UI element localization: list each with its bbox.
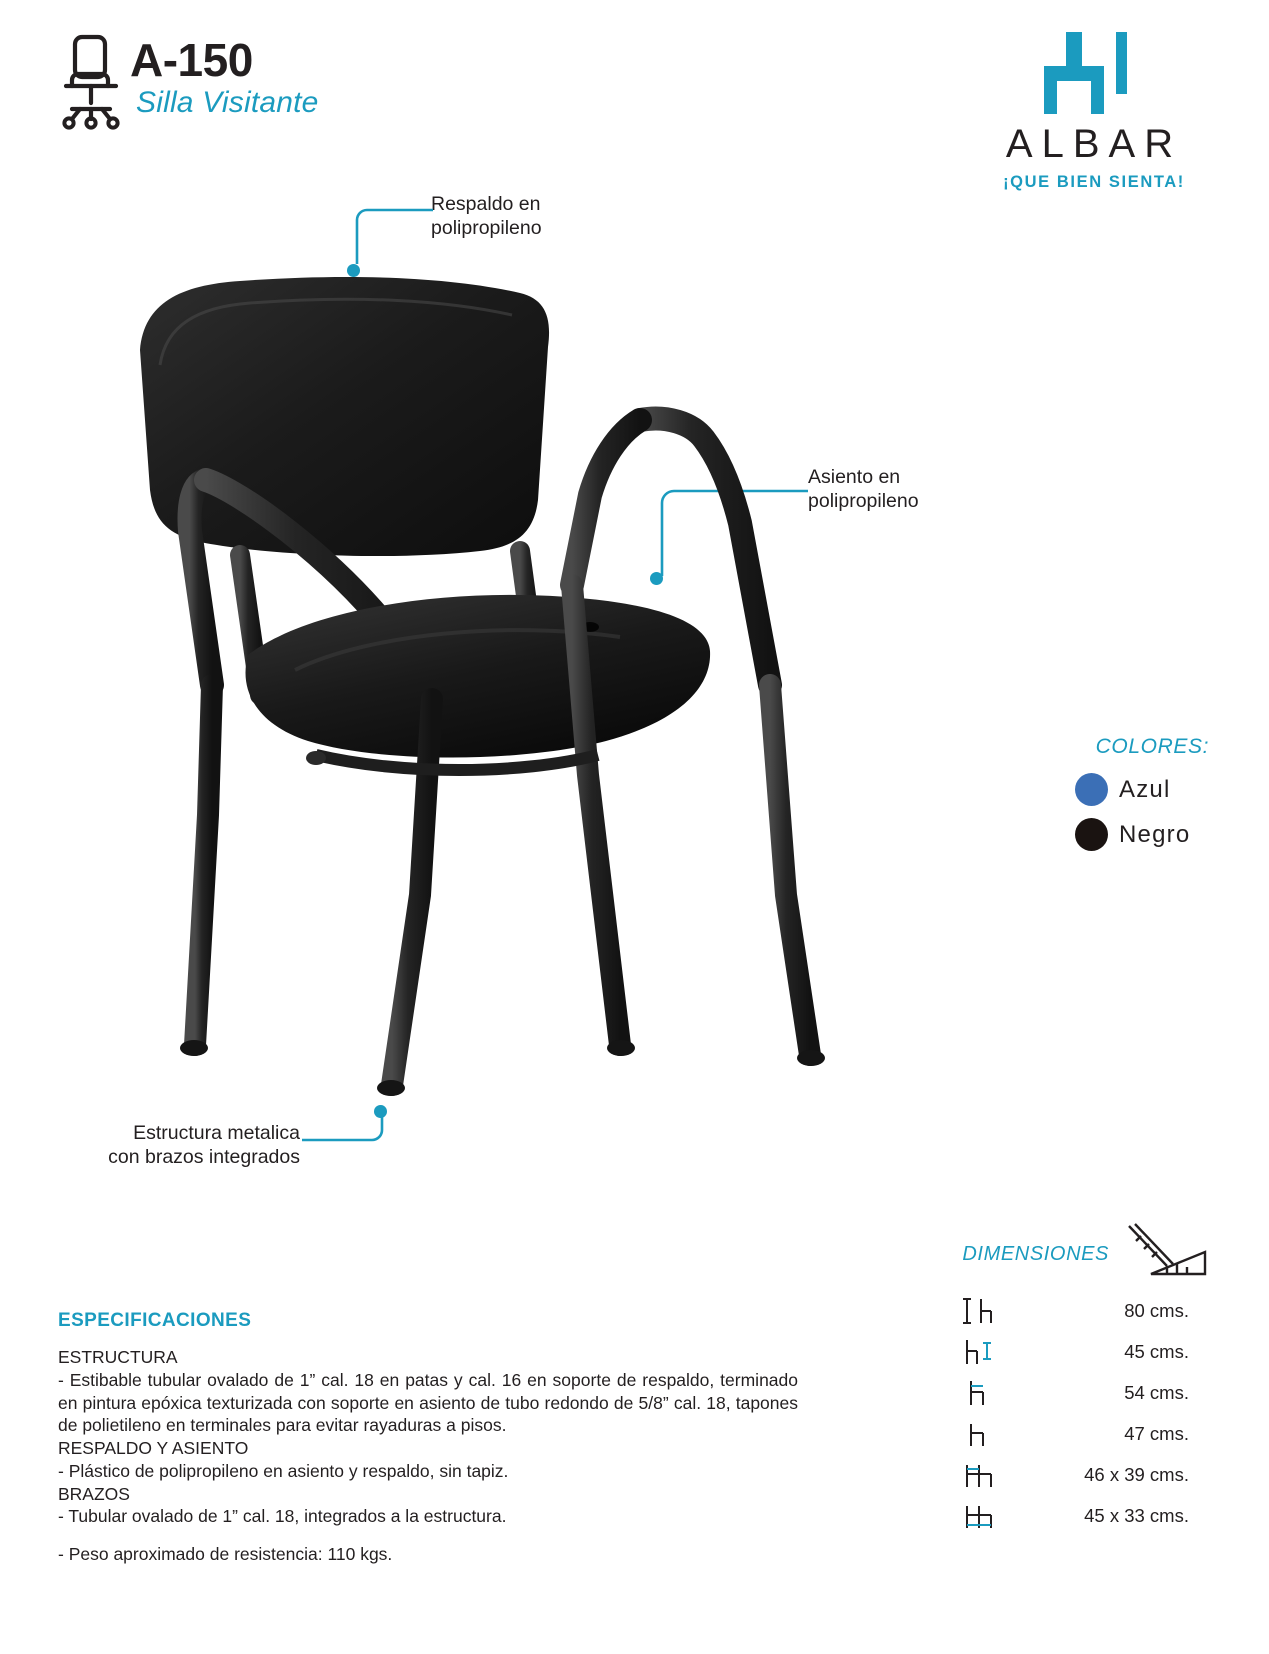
dimension-row: [951, 1495, 1211, 1536]
ruler-square-icon: [1123, 1222, 1209, 1287]
spec-heading-brazos: BRAZOS: [58, 1483, 130, 1504]
dimension-row: [951, 1290, 1211, 1331]
dimension-value: 47 cms.: [1124, 1422, 1189, 1444]
spec-text-estructura: - Estibable tubular ovalado de 1” cal. 18 en patas y cal. 16 en soporte de respaldo, terminado en pintura epóxica texturizada con soporte en asiento de tubo redondo de 5/8” cal. 18, tapones de polietileno en terminales para evitar rayaduras a pisos.: [58, 1369, 798, 1436]
color-option-negro: [959, 818, 1209, 851]
spec-heading-estructura: ESTRUCTURA: [58, 1347, 178, 1367]
callout-seat-label: Asiento en polipropileno: [808, 466, 919, 512]
dimension-row: [951, 1331, 1211, 1372]
page-title: [130, 36, 319, 120]
spec-text-brazos: - Tubular ovalado de 1” cal. 18, integrados a la estructura.: [58, 1506, 507, 1527]
seat-height-icon: [951, 1419, 1007, 1449]
dimensions-header: [962, 1222, 1209, 1287]
color-swatch-azul: [1075, 773, 1108, 806]
backrest-height-icon: [951, 1337, 1007, 1367]
color-label-negro: Negro: [1119, 820, 1191, 848]
dimension-value: 45 x 33 cms.: [1084, 1504, 1189, 1526]
specifications-body: [58, 1346, 798, 1566]
brand-tagline: ¡QUE BIEN SIENTA!: [1003, 173, 1185, 191]
seat-width-depth-icon: [951, 1460, 1007, 1490]
dimension-row: [951, 1413, 1211, 1454]
spec-weight-note: - Peso aproximado de resistencia: 110 kgs.: [58, 1544, 393, 1564]
spacer: [58, 1528, 798, 1543]
base-width-depth-icon: [951, 1501, 1007, 1531]
colors-section: [959, 735, 1209, 863]
colors-title: COLORES:: [1095, 735, 1209, 758]
dimension-row: [951, 1372, 1211, 1413]
color-option-azul: [959, 773, 1209, 806]
dimensions-title: DIMENSIONES: [962, 1243, 1109, 1265]
dimension-value: 45 cms.: [1124, 1340, 1189, 1362]
model-name: Silla Visitante: [136, 86, 319, 120]
brand-name: ALBAR: [1005, 122, 1183, 166]
albar-chair-mark: [979, 30, 1209, 120]
dimensions-list: [951, 1290, 1211, 1536]
office-chair-icon: [58, 34, 128, 134]
specifications-title: ESPECIFICACIONES: [58, 1310, 252, 1331]
callout-frame-label: Estructura metalica con brazos integrados: [108, 1122, 300, 1168]
callout-backrest-label: Respaldo en polipropileno: [431, 193, 542, 239]
dimension-value: 46 x 39 cms.: [1084, 1463, 1189, 1485]
dimension-value: 54 cms.: [1124, 1381, 1189, 1403]
color-swatch-negro: [1075, 818, 1108, 851]
seat-depth-icon: [951, 1378, 1007, 1408]
brand-logo: [979, 30, 1209, 192]
model-code: A-150: [130, 34, 253, 86]
dimension-row: [951, 1454, 1211, 1495]
product-image: [120, 255, 840, 1245]
total-height-icon: [951, 1296, 1007, 1326]
spec-text-respaldo-asiento: - Plástico de polipropileno en asiento y respaldo, sin tapiz.: [58, 1460, 509, 1481]
dimension-value: 80 cms.: [1124, 1299, 1189, 1321]
color-label-azul: Azul: [1119, 775, 1171, 803]
spec-heading-respaldo-asiento: RESPALDO Y ASIENTO: [58, 1438, 249, 1458]
